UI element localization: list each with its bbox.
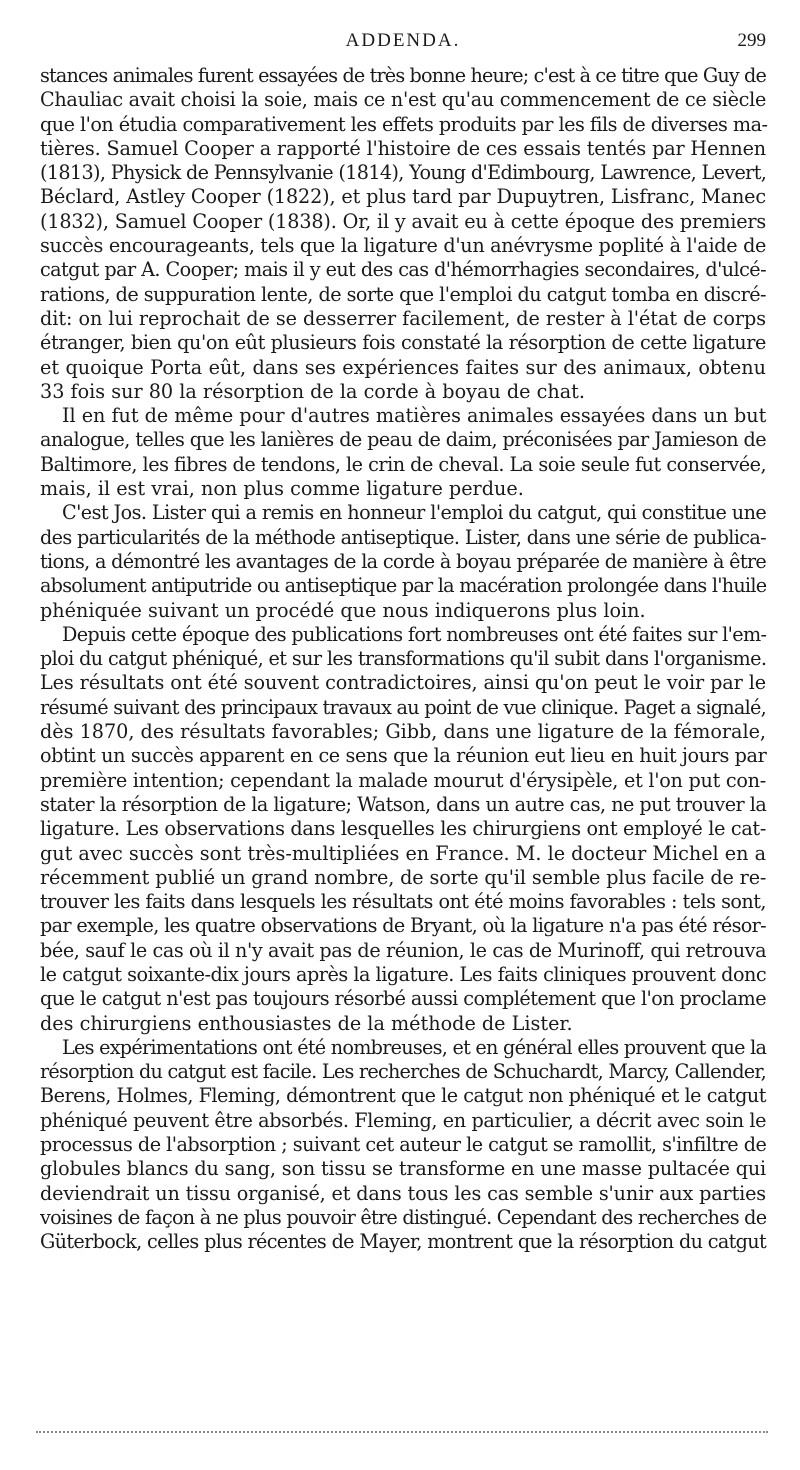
text-line: phéniqué peuvent être absorbés. Fleming, en particulier, a décrit avec soin le <box>40 1108 767 1132</box>
paragraph-start-line: C'est Jos. Lister qui a remis en honneur l'emploi du catgut, qui constitue une <box>62 501 767 525</box>
text-line: tions, a démontré les avantages de la corde à boyau préparée de manière à être <box>40 549 766 573</box>
text-line: Baltimore, les fibres de tendons, le crin de cheval. La soie seule fut conservée, <box>40 452 767 476</box>
text-line: Güterbock, celles plus récentes de Mayer, montrent que la résorption du catgut <box>40 1230 766 1254</box>
text-line: que l'on étudia comparativement les effets produits par les fils de diverses ma- <box>40 112 768 136</box>
text-line: le catgut soixante-dix jours après la ligature. Les faits cliniques prouvent donc <box>40 962 767 986</box>
text-line: bée, sauf le cas où il n'y avait pas de réunion, le cas de Murinoff, qui retrouva <box>40 938 767 962</box>
text-line: stances animales furent essayées de très bonne heure; c'est à ce titre que Guy de <box>40 64 766 87</box>
text-line: globules blancs du sang, son tissu se transforme en une masse pultacée qui <box>40 1157 767 1181</box>
text-line: des particularités de la méthode antiseptique. Lister, dans une série de publica- <box>40 525 766 549</box>
text-line: voisines de façon à ne plus pouvoir être distingué. Cependant des recherches de <box>40 1205 767 1229</box>
text-line: gut avec succès sont très-multipliées en France. M. le docteur Michel en a <box>40 841 766 865</box>
text-line: dit: on lui reprochait de se desserrer facilement, de rester à l'état de corps <box>40 306 766 330</box>
text-line: résumé suivant des principaux travaux au point de vue clinique. Paget a signalé, <box>40 695 766 719</box>
running-head <box>40 30 766 58</box>
text-line: ploi du catgut phéniqué, et sur les transformations qu'il subit dans l'organisme. <box>40 647 767 671</box>
text-line: ligature. Les observations dans lesquelles les chirurgiens ont employé le cat- <box>40 817 766 841</box>
text-line: Chauliac avait choisi la soie, mais ce n'est qu'au commencement de ce siècle <box>40 88 766 112</box>
text-line: des chirurgiens enthousiastes de la méthode de Lister. <box>40 1011 573 1035</box>
text-line: catgut par A. Cooper; mais il y eut des cas d'hémorrhagies secondaires, d'ulcé- <box>40 258 766 282</box>
text-line: rations, de suppuration lente, de sorte que l'emploi du catgut tomba en discré- <box>40 282 766 306</box>
text-line: 33 fois sur 80 la résorption de la corde à boyau de chat. <box>40 379 585 403</box>
footer-dotted-rule <box>36 1431 768 1433</box>
text-line: deviendrait un tissu organisé, et dans tous les cas semble s'unir aux parties <box>40 1181 766 1205</box>
text-line: Berens, Holmes, Fleming, démontrent que le catgut non phéniqué et le catgut <box>40 1084 766 1108</box>
paragraph-start-line: Il en fut de même pour d'autres matières animales essayées dans un but <box>62 404 767 428</box>
text-line: succès encourageants, tels que la ligature d'un anévrysme poplité à l'aide de <box>40 234 767 258</box>
text-line: que le catgut n'est pas toujours résorbé aussi complétement que l'on proclame <box>40 987 766 1011</box>
text-line: étranger, bien qu'on eût plusieurs fois constaté la résorption de cette ligature <box>40 331 766 355</box>
text-line: absolument antiputride ou antiseptique par la macération prolongée dans l'huile <box>40 574 767 598</box>
text-line: Les résultats ont été souvent contradictoires, ainsi qu'on peut le voir par le <box>40 671 766 695</box>
running-title: ADDENDA. <box>345 30 461 51</box>
paragraph-start-line: Les expérimentations ont été nombreuses, et en général elles prouvent que la <box>62 1035 767 1059</box>
text-line: résorption du catgut est facile. Les recherches de Schuchardt, Marcy, Callender, <box>40 1060 766 1084</box>
text-line: par exemple, les quatre observations de Bryant, où la ligature n'a pas été résor- <box>40 914 766 938</box>
paragraph-start-line: Depuis cette époque des publications fort nombreuses ont été faites sur l'em- <box>62 622 767 646</box>
text-line: dès 1870, des résultats favorables; Gibb, dans une ligature de la fémorale, <box>40 720 766 744</box>
text-line: obtint un succès apparent en ce sens que la réunion eut lieu en huit jours par <box>40 744 767 768</box>
text-line: (1813), Physick de Pennsylvanie (1814), Young d'Edimbourg, Lawrence, Levert, <box>40 161 767 185</box>
text-line: première intention; cependant la malade mourut d'érysipèle, et l'on put con- <box>40 768 766 792</box>
text-line: tières. Samuel Cooper a rapporté l'histoire de ces essais tentés par Hennen <box>40 136 766 160</box>
text-line: récemment publié un grand nombre, de sorte qu'il semble plus facile de re- <box>40 865 767 889</box>
text-line: processus de l'absorption ; suivant cet auteur le catgut se ramollit, s'infiltre de <box>40 1133 767 1157</box>
text-line: (1832), Samuel Cooper (1838). Or, il y avait eu à cette époque des premiers <box>40 209 767 233</box>
text-line: trouver les faits dans lesquels les résultats ont été moins favorables : tels sont, <box>40 890 766 914</box>
body-text <box>40 64 766 1255</box>
text-line: stater la résorption de la ligature; Watson, dans un autre cas, ne put trouver la <box>40 792 767 816</box>
text-line: phéniquée suivant un procédé que nous indiquerons plus loin. <box>40 598 646 622</box>
text-line: Béclard, Astley Cooper (1822), et plus tard par Dupuytren, Lisfranc, Manec <box>40 185 766 209</box>
text-line: analogue, telles que les lanières de peau de daim, préconisées par Jamieson de <box>40 428 766 452</box>
text-line: et quoique Porta eût, dans ses expériences faites sur des animaux, obtenu <box>40 355 766 379</box>
text-line: mais, il est vrai, non plus comme ligature perdue. <box>40 477 524 501</box>
page-number: 299 <box>737 30 766 51</box>
